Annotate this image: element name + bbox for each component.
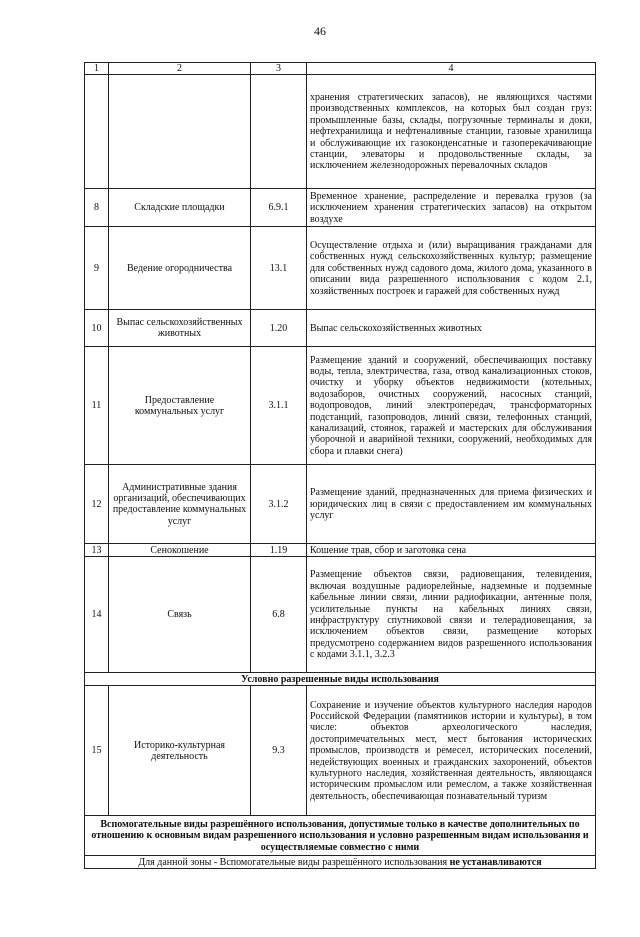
table-row xyxy=(85,557,596,673)
row-number: 12 xyxy=(85,465,109,544)
table-row xyxy=(85,189,596,227)
row-description: Сохранение и изучение объектов культурного наследия народов Российской Федерации (памятников истории и культуры), в том числе: объектов археологического наследия, достопримечательных мест, мест бытования исторических промыслов, производств и ремесел, исторических поселений, недействующих военных и гражданских захоронений, объектов культурного наследия, хозяйственная деятельность, являющаяся историческим промыслом или ремеслом, а также хозяйственная деятельность, обеспечивающая познавательный туризм xyxy=(307,686,596,816)
row-description: хранения стратегических запасов), не являющихся частями производственных комплексов, на которых был создан груз: промышленные базы, склады, погрузочные терминалы и доки, нефтехранилища и нефтеналивные станции, газовые хранилища и обслуживающие их газоконденсатные и газоперекачивающие станции, элеваторы и продовольственные склады, за исключением железнодорожных перевалочных складов xyxy=(307,75,596,189)
section-heading-row xyxy=(85,816,596,856)
row-name: Историко-культурная деятельность xyxy=(109,686,251,816)
row-description: Размещение объектов связи, радиовещания, телевидения, включая воздушные радиорелейные, надземные и подземные кабельные линии связи, линии радиофикации, антенные поля, усилительные пункты на кабельных линиях связи, инфраструктуру спутниковой связи и телерадиовещания, за исключением объектов связи, размещение которых предусмотрено содержанием видов разрешенного использования с кодами 3.1.1, 3.2.3 xyxy=(307,557,596,673)
table-row xyxy=(85,686,596,816)
row-number: 13 xyxy=(85,544,109,557)
table-row xyxy=(85,227,596,310)
row-description: Осуществление отдыха и (или) выращивания гражданами для собственных нужд сельскохозяйственных культур; размещение для собственных нужд садового дома, жилого дома, указанного в описании вида разрешенного использования с кодом 2.1, хозяйственных построек и гаражей для собственных нужд xyxy=(307,227,596,310)
page-number: 46 xyxy=(314,24,326,38)
table-row xyxy=(85,465,596,544)
row-description: Размещение зданий и сооружений, обеспечивающих поставку воды, тепла, электричества, газа, отвод канализационных стоков, очистку и уборку объектов недвижимости (котельных, водозаборов, очистных сооружений, насосных станций, водопроводов, линий электропередач, трансформаторных подстанций, газопроводов, линий связи, телефонных станций, канализаций, стоянок, гаражей и мастерских для обслуживания уборочной и аварийной техники, сооружений, необходимых для сбора и плавки снега) xyxy=(307,347,596,465)
table-row xyxy=(85,856,596,869)
row-code: 9.3 xyxy=(251,686,307,816)
column-header: 2 xyxy=(109,63,251,75)
column-header: 4 xyxy=(307,63,596,75)
conditional-uses-heading: Условно разрешенные виды использования xyxy=(85,673,596,686)
auxiliary-note xyxy=(85,856,596,869)
column-header-row xyxy=(85,63,596,75)
row-number: 14 xyxy=(85,557,109,673)
row-name: Ведение огородничества xyxy=(109,227,251,310)
row-number: 15 xyxy=(85,686,109,816)
row-description: Кошение трав, сбор и заготовка сена xyxy=(307,544,596,557)
row-number: 10 xyxy=(85,310,109,347)
row-name: Складские площадки xyxy=(109,189,251,227)
auxiliary-note-emphasis: не устанавливаются xyxy=(449,856,542,868)
table-row xyxy=(85,347,596,465)
row-code: 13.1 xyxy=(251,227,307,310)
row-description: Выпас сельскохозяйственных животных xyxy=(307,310,596,347)
row-name: Сенокошение xyxy=(109,544,251,557)
column-header: 1 xyxy=(85,63,109,75)
row-number: 11 xyxy=(85,347,109,465)
table-row xyxy=(85,310,596,347)
table-row xyxy=(85,75,596,189)
row-description: Временное хранение, распределение и перевалка грузов (за исключением хранения стратегических запасов) на открытом воздухе xyxy=(307,189,596,227)
row-code: 6.9.1 xyxy=(251,189,307,227)
auxiliary-uses-heading: Вспомогательные виды разрешённого использования, допустимые только в качестве дополнительных по отношению к основным видам разрешенного использования и условно разрешенным видам использования и осуществляемые совместно с ними xyxy=(85,816,596,856)
row-number: 9 xyxy=(85,227,109,310)
row-name: Административные здания организаций, обеспечивающих предоставление коммунальных услуг xyxy=(109,465,251,544)
auxiliary-note-prefix: Для данной зоны - Вспомогательные виды разрешённого использования xyxy=(138,856,450,868)
row-name: Предоставление коммунальных услуг xyxy=(109,347,251,465)
row-code: 3.1.2 xyxy=(251,465,307,544)
row-name: Выпас сельскохозяйственных животных xyxy=(109,310,251,347)
row-name: Связь xyxy=(109,557,251,673)
section-heading-row xyxy=(85,673,596,686)
row-code: 1.20 xyxy=(251,310,307,347)
row-code: 6.8 xyxy=(251,557,307,673)
row-code: 1.19 xyxy=(251,544,307,557)
row-description: Размещение зданий, предназначенных для приема физических и юридических лиц в связи с предоставлением им коммунальных услуг xyxy=(307,465,596,544)
table-row xyxy=(85,544,596,557)
row-number: 8 xyxy=(85,189,109,227)
land-use-table xyxy=(84,62,596,869)
column-header: 3 xyxy=(251,63,307,75)
row-code: 3.1.1 xyxy=(251,347,307,465)
